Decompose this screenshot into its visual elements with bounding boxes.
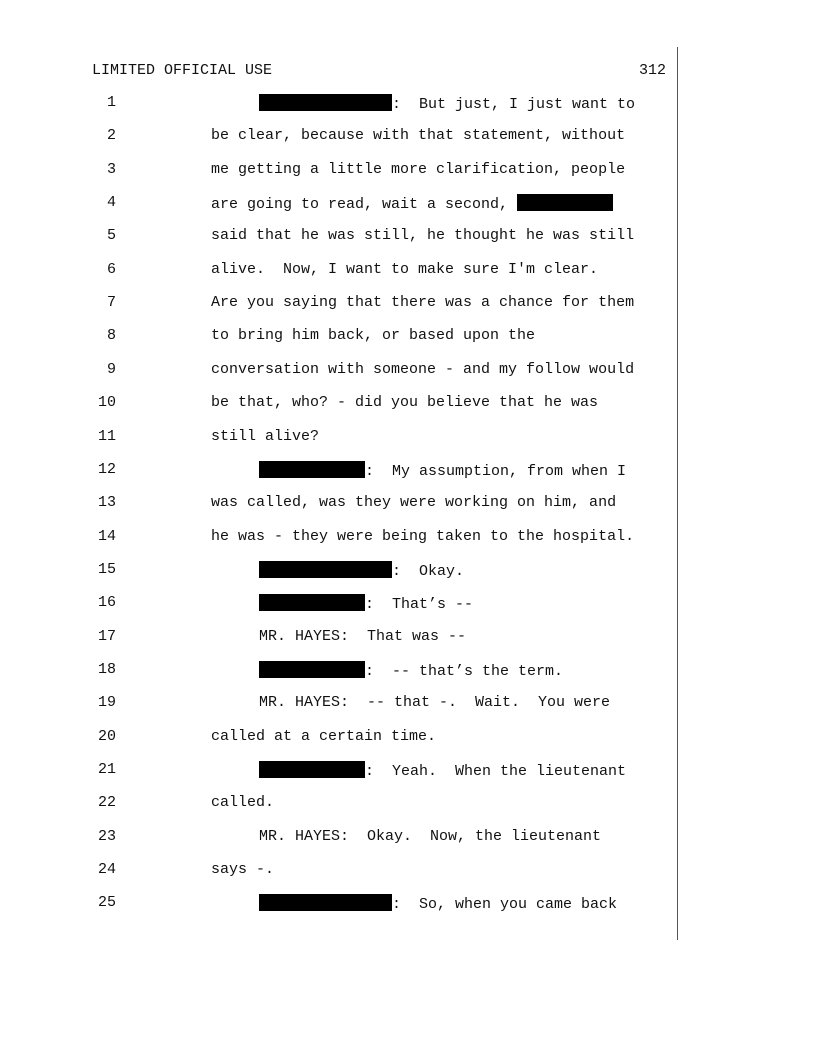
line-content: : So, when you came back bbox=[392, 896, 618, 914]
transcript-line bbox=[0, 794, 680, 814]
line-number: 15 bbox=[97, 560, 116, 578]
transcript-line bbox=[0, 428, 680, 448]
line-content: : My assumption, from when I bbox=[365, 462, 627, 480]
line-number: 21 bbox=[97, 761, 116, 778]
line-text bbox=[211, 227, 634, 244]
line-content: to bring him back, or based upon the bbox=[211, 327, 536, 345]
transcript-line bbox=[0, 494, 680, 514]
line-text bbox=[211, 327, 535, 344]
line-number: 18 bbox=[97, 660, 116, 678]
line-content: conversation with someone - and my follow would bbox=[211, 360, 635, 378]
transcript-line bbox=[0, 861, 680, 881]
redaction-box bbox=[259, 761, 365, 778]
line-content: Are you saying that there was a chance for them bbox=[211, 294, 635, 312]
line-content: MR. HAYES: -- that -. Wait. You were bbox=[259, 694, 611, 712]
line-text bbox=[259, 628, 466, 645]
line-text bbox=[211, 528, 634, 545]
line-text bbox=[259, 561, 464, 580]
line-number: 8 bbox=[106, 327, 116, 345]
transcript-line bbox=[0, 461, 680, 481]
line-text bbox=[211, 861, 274, 878]
transcript-line bbox=[0, 528, 680, 548]
line-number: 16 bbox=[97, 594, 116, 612]
line-number: 25 bbox=[97, 894, 116, 912]
line-number: 3 bbox=[106, 160, 116, 178]
line-content: alive. Now, I want to make sure I'm clear. bbox=[211, 260, 599, 278]
transcript-line bbox=[0, 327, 680, 347]
line-text bbox=[259, 461, 626, 480]
line-text bbox=[211, 794, 274, 811]
line-content: : -- that’s the term. bbox=[365, 662, 564, 680]
transcript-line bbox=[0, 361, 680, 381]
line-content: : Yeah. When the lieutenant bbox=[365, 763, 627, 780]
line-content: called at a certain time. bbox=[211, 727, 437, 745]
line-number: 2 bbox=[106, 127, 116, 145]
line-text bbox=[211, 728, 436, 745]
line-number: 11 bbox=[97, 427, 116, 445]
line-text bbox=[259, 894, 617, 913]
line-number: 6 bbox=[106, 260, 116, 278]
transcript-line bbox=[0, 94, 680, 114]
redaction-box bbox=[259, 461, 365, 478]
transcript-line bbox=[0, 394, 680, 414]
line-number: 23 bbox=[97, 827, 116, 845]
line-text bbox=[259, 661, 563, 680]
line-number: 22 bbox=[97, 794, 116, 812]
line-content: MR. HAYES: That was -- bbox=[259, 627, 467, 645]
transcript-line bbox=[0, 694, 680, 714]
line-text bbox=[211, 428, 319, 445]
transcript-line bbox=[0, 661, 680, 681]
line-content: was called, was they were working on him, and bbox=[211, 494, 617, 512]
line-content: me getting a little more clarification, people bbox=[211, 160, 626, 178]
transcript-line bbox=[0, 628, 680, 648]
line-text bbox=[259, 828, 601, 845]
line-number: 10 bbox=[97, 394, 116, 412]
transcript-line bbox=[0, 227, 680, 247]
redaction-box bbox=[259, 661, 365, 678]
transcript-line bbox=[0, 894, 680, 914]
line-number: 1 bbox=[106, 94, 116, 111]
transcript-line bbox=[0, 194, 680, 214]
line-number: 19 bbox=[97, 694, 116, 712]
line-number: 24 bbox=[97, 861, 116, 879]
line-number: 12 bbox=[97, 460, 116, 478]
redaction-box bbox=[517, 194, 613, 211]
transcript-line bbox=[0, 127, 680, 147]
line-number: 4 bbox=[106, 194, 116, 212]
line-content: be clear, because with that statement, without bbox=[211, 127, 626, 145]
line-content: : That’s -- bbox=[365, 596, 474, 614]
line-text bbox=[211, 394, 598, 411]
line-content: MR. HAYES: Okay. Now, the lieutenant bbox=[259, 827, 602, 845]
line-text bbox=[211, 294, 634, 311]
line-number: 7 bbox=[106, 294, 116, 312]
transcript-line bbox=[0, 261, 680, 281]
line-number: 17 bbox=[97, 627, 116, 645]
line-content: says -. bbox=[211, 861, 275, 879]
line-text bbox=[259, 761, 626, 780]
transcript-line bbox=[0, 828, 680, 848]
transcript-line bbox=[0, 761, 680, 781]
transcript-line bbox=[0, 161, 680, 181]
line-text bbox=[211, 261, 598, 278]
line-text bbox=[211, 361, 634, 378]
line-content: still alive? bbox=[211, 427, 320, 445]
redaction-box bbox=[259, 561, 392, 578]
line-content: said that he was still, he thought he was still bbox=[211, 227, 635, 245]
transcript-line bbox=[0, 561, 680, 581]
transcript-line bbox=[0, 594, 680, 614]
line-content: are going to read, wait a second, bbox=[211, 196, 518, 214]
line-text bbox=[211, 194, 613, 213]
line-number: 13 bbox=[97, 494, 116, 512]
line-content: : But just, I just want to bbox=[392, 96, 636, 113]
line-number: 5 bbox=[106, 227, 116, 245]
redaction-box bbox=[259, 594, 365, 611]
line-content: : Okay. bbox=[392, 562, 465, 580]
line-number: 9 bbox=[106, 360, 116, 378]
redaction-box bbox=[259, 94, 392, 111]
line-text bbox=[259, 694, 610, 711]
line-text bbox=[211, 127, 625, 144]
classification-header: LIMITED OFFICIAL USE bbox=[92, 62, 273, 79]
line-text bbox=[259, 94, 635, 113]
line-text bbox=[211, 494, 616, 511]
line-text bbox=[259, 594, 473, 613]
line-text bbox=[211, 161, 625, 178]
transcript-line bbox=[0, 728, 680, 748]
line-content: he was - they were being taken to the hospital. bbox=[211, 527, 635, 545]
line-number: 14 bbox=[97, 527, 116, 545]
redaction-box bbox=[259, 894, 392, 911]
page-number: 312 bbox=[638, 62, 666, 79]
line-content: be that, who? - did you believe that he was bbox=[211, 394, 599, 412]
line-content: called. bbox=[211, 794, 275, 812]
transcript-line bbox=[0, 294, 680, 314]
line-number: 20 bbox=[97, 727, 116, 745]
